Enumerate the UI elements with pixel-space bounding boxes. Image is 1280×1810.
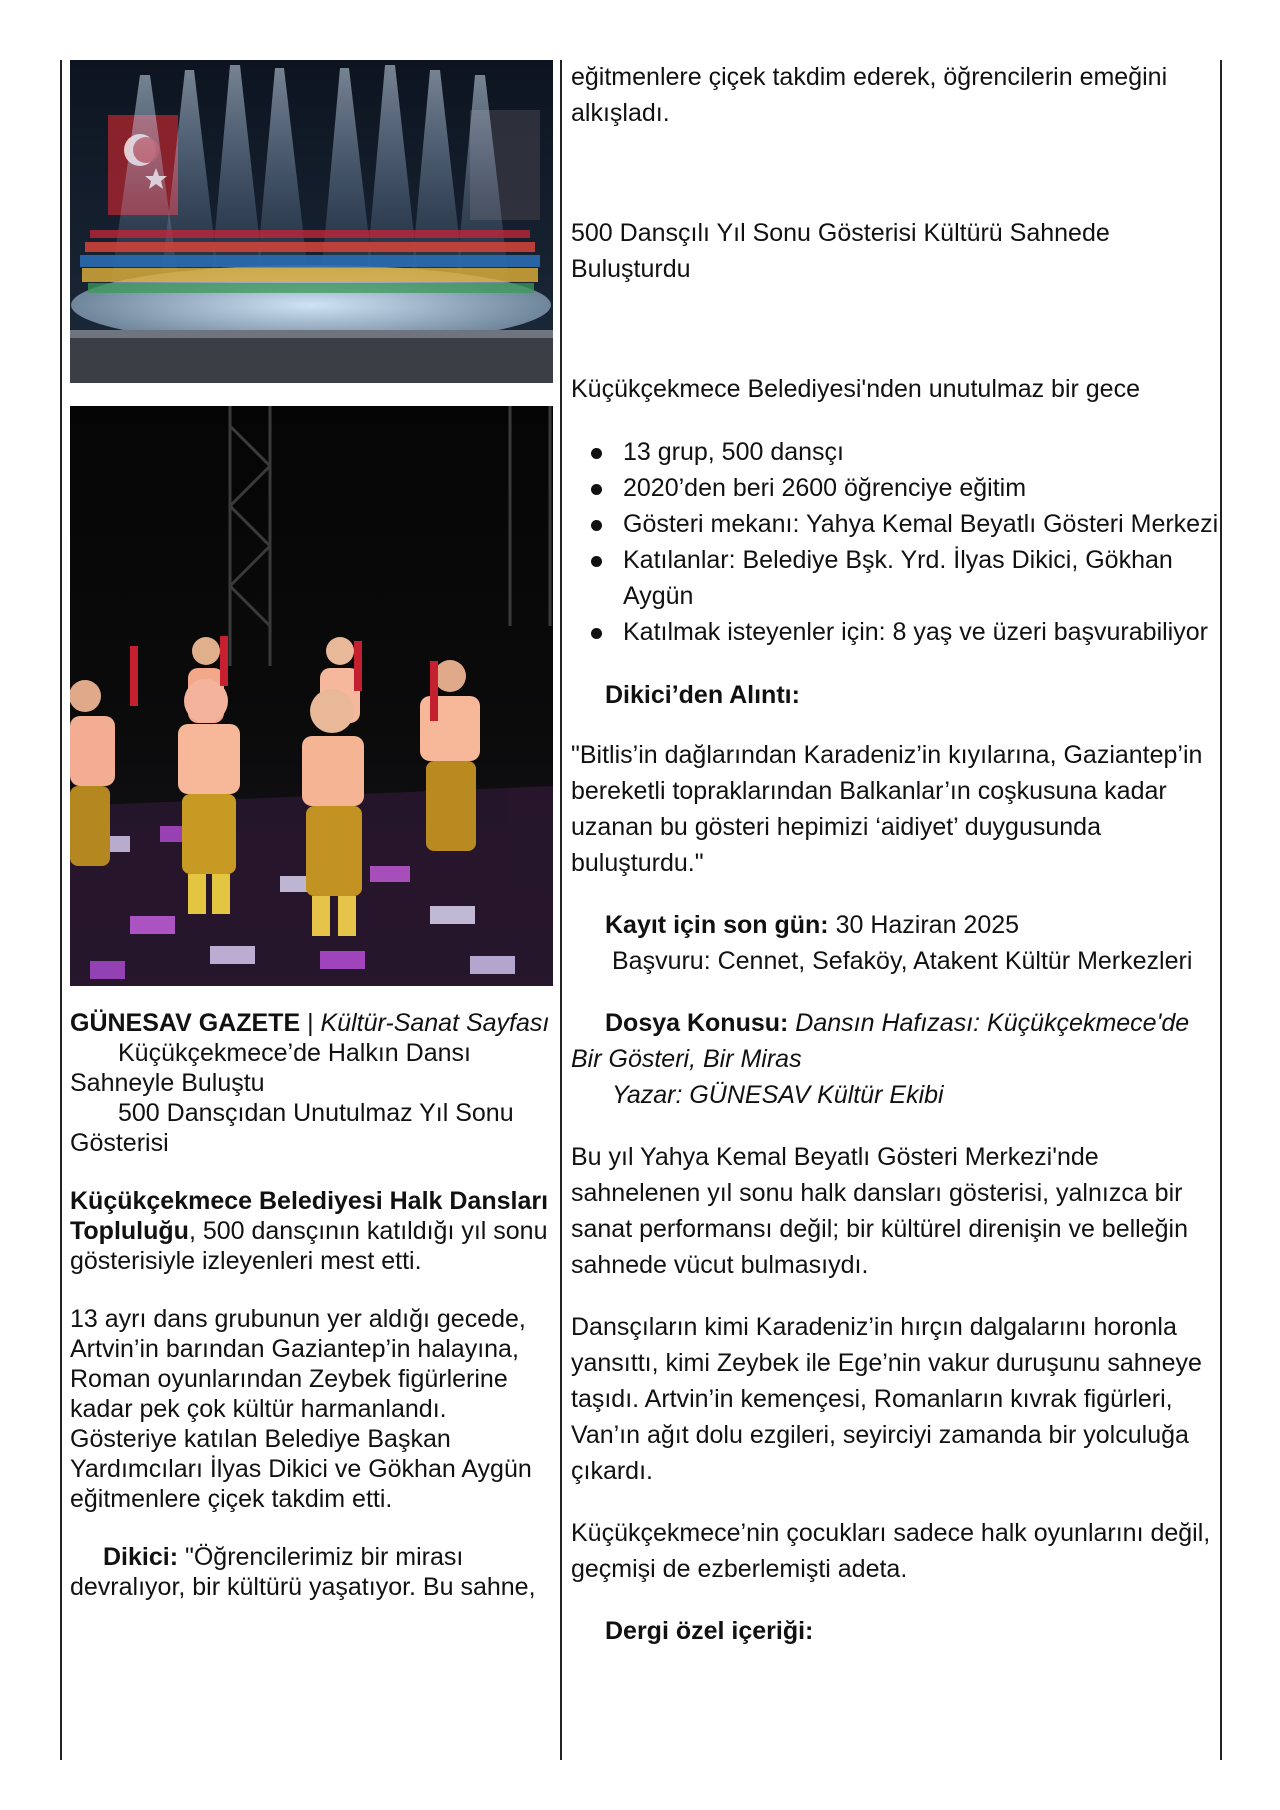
author-line bbox=[571, 1077, 1221, 1113]
section-name: Kültür-Sanat Sayfası bbox=[320, 1009, 550, 1037]
bullet-dot bbox=[591, 556, 602, 567]
left-paragraph-3 bbox=[70, 1542, 553, 1602]
lead-line: Küçükçekmece Belediyesi'nden unutulmaz bir gece bbox=[571, 375, 1140, 403]
dossier-line bbox=[571, 1005, 1221, 1077]
list-item-text: 13 grup, 500 dansçı bbox=[623, 438, 844, 466]
list-item bbox=[571, 506, 1221, 542]
bullet-dot bbox=[591, 628, 602, 639]
list-item bbox=[571, 614, 1221, 650]
fact-list bbox=[571, 434, 1221, 650]
column-divider-line bbox=[560, 60, 562, 1760]
left-paragraph-1 bbox=[70, 1186, 553, 1276]
bullet-dot bbox=[591, 448, 602, 459]
list-item bbox=[571, 542, 1221, 614]
masthead-line bbox=[70, 1008, 553, 1038]
quote-heading bbox=[571, 677, 1221, 713]
publication-name: GÜNESAV GAZETE bbox=[70, 1009, 301, 1037]
right-paragraph-3: Küçükçekmece’nin çocukları sadece halk oyunlarını değil, geçmişi de ezberlemişti adeta. bbox=[571, 1519, 1211, 1583]
dossier-label: Dosya Konusu: bbox=[605, 1009, 789, 1037]
article-title: 500 Dansçılı Yıl Sonu Gösterisi Kültürü Sahnede Buluşturdu bbox=[571, 219, 1110, 283]
stage-wide-photo-graphic bbox=[70, 60, 553, 383]
left-paragraph-1-text: , 500 dansçının katıldığı yıl sonu gösterisiyle izleyenleri mest etti. bbox=[70, 1217, 548, 1275]
bullet-dot bbox=[591, 484, 602, 495]
stage-wide-photo bbox=[70, 60, 553, 383]
dancers-closeup-photo-graphic bbox=[70, 406, 553, 986]
right-paragraph-2: Dansçıların kimi Karadeniz’in hırçın dalgalarını horonla yansıttı, kimi Zeybek ile Ege’nin vakur duruşunu sahneye taşıdı. Artvin’in kemençesi, Romanların kıvrak figürleri, Van’ın ağıt dolu ezgileri, seyirciyi zamanda bir yolculuğa çıkardı. bbox=[571, 1313, 1202, 1485]
list-item bbox=[571, 434, 1221, 470]
left-column bbox=[70, 60, 553, 1602]
quote-heading-text: Dikici’den Alıntı: bbox=[605, 681, 800, 709]
quote-text: "Bitlis’in dağlarından Karadeniz’in kıyılarına, Gaziantep’in bereketli topraklarından Balkanlar’ın coşkusuna kadar uzanan bu gösteri hepimizi ‘aidiyet’ duygusunda buluşturdu." bbox=[571, 741, 1203, 877]
right-paragraph-1: Bu yıl Yahya Kemal Beyatlı Gösteri Merkezi'nde sahnelenen yıl sonu halk dansları gösterisi, yalnızca bir sanat performansı değil; bir kültürel direnişin ve belleğin sahnede vücut bulmasıydı. bbox=[571, 1143, 1188, 1279]
list-item-text: Gösteri mekanı: Yahya Kemal Beyatlı Gösteri Merkezi bbox=[623, 510, 1219, 538]
masthead-separator: | bbox=[300, 1009, 321, 1037]
special-content-heading bbox=[571, 1613, 1221, 1649]
organization-name: Küçükçekmece Belediyesi Halk Dansları Topluluğu bbox=[70, 1187, 549, 1245]
headline: Küçükçekmece’de Halkın Dansı Sahneyle Buluştu bbox=[70, 1039, 471, 1097]
dancers-closeup-photo bbox=[70, 406, 553, 986]
apply-line bbox=[571, 943, 1221, 979]
subheadline: 500 Dansçıdan Unutulmaz Yıl Sonu Gösterisi bbox=[70, 1099, 514, 1157]
left-paragraph-2: 13 ayrı dans grubunun yer aldığı gecede, Artvin’in barından Gaziantep’in halayına, Roman oyunlarından Zeybek figürlerine kadar pek çok kültür harmanlandı. Gösteriye katılan Belediye Başkan Yardımcıları İlyas Dikici ve Gökhan Aygün eğitmenlere çiçek takdim etti. bbox=[70, 1305, 532, 1513]
masthead-block bbox=[70, 1008, 553, 1158]
continued-text: eğitmenlere çiçek takdim ederek, öğrencilerin emeğini alkışladı. bbox=[571, 63, 1168, 127]
quote-speaker: Dikici: bbox=[103, 1543, 179, 1571]
special-content-text: Dergi özel içeriği: bbox=[605, 1617, 814, 1645]
apply-text: Başvuru: Cennet, Sefaköy, Atakent Kültür Merkezleri bbox=[612, 947, 1193, 975]
right-column bbox=[571, 60, 1221, 1649]
list-item-text: 2020’den beri 2600 öğrenciye eğitim bbox=[623, 474, 1027, 502]
list-item-text: Katılanlar: Belediye Bşk. Yrd. İlyas Dikici, Gökhan Aygün bbox=[623, 546, 1173, 610]
list-item-text: Katılmak isteyenler için: 8 yaş ve üzeri başvurabiliyor bbox=[623, 618, 1208, 646]
list-item bbox=[571, 470, 1221, 506]
deadline-value: 30 Haziran 2025 bbox=[828, 911, 1020, 939]
left-border-line bbox=[60, 60, 62, 1760]
dossier-value: Dansın Hafızası: Küçükçekmece'de Bir Gösteri, Bir Miras bbox=[571, 1009, 1190, 1073]
bullet-dot bbox=[591, 520, 602, 531]
deadline-line bbox=[571, 907, 1221, 943]
left-paragraph-3-text: "Öğrencilerimiz bir mirası devralıyor, bir kültürü yaşatıyor. Bu sahne, bbox=[70, 1543, 536, 1601]
author-text: Yazar: GÜNESAV Kültür Ekibi bbox=[612, 1081, 944, 1109]
deadline-label: Kayıt için son gün: bbox=[605, 911, 829, 939]
